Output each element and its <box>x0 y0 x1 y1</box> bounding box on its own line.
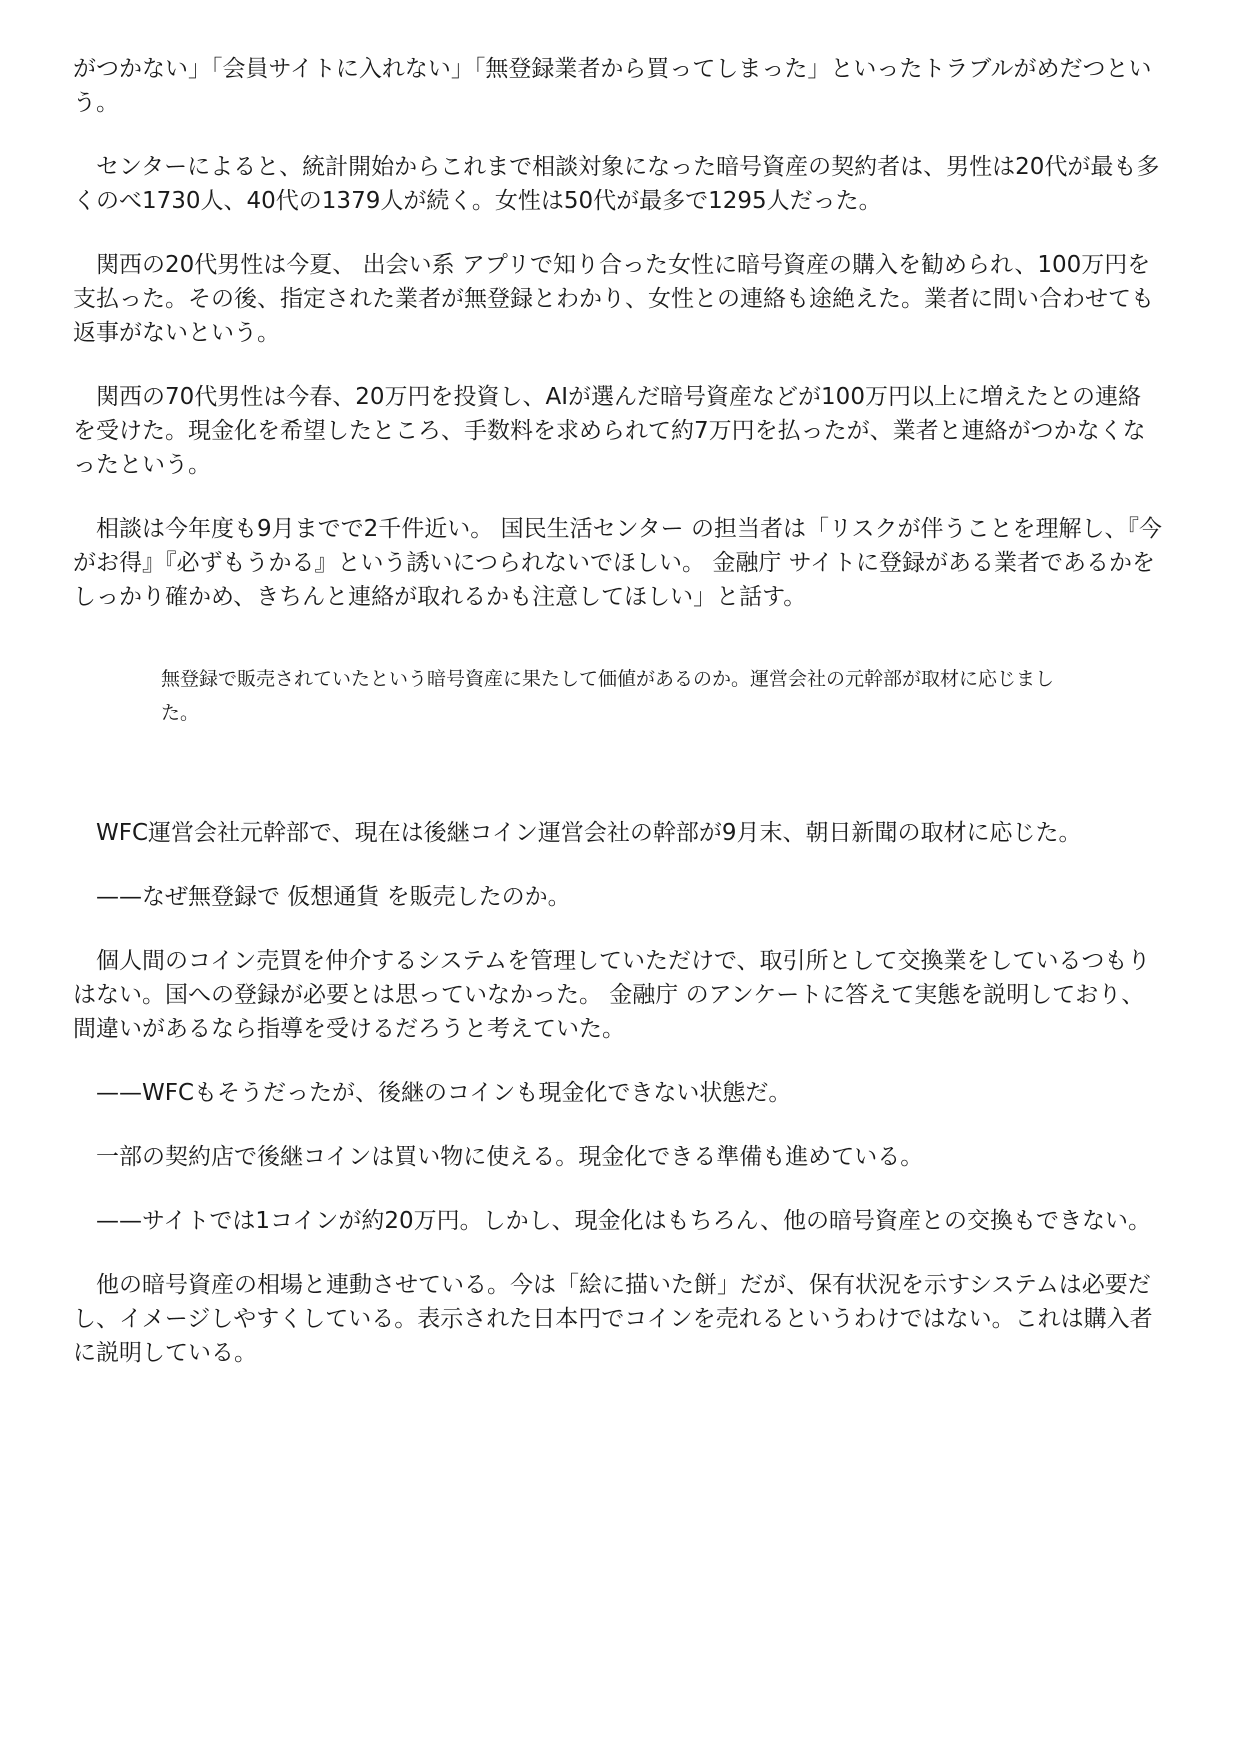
interview-answer: 個人間のコイン売買を仲介するシステムを管理していただけで、取引所として交換業をしているつもりはない。国への登録が必要とは思っていなかった。 金融庁 のアンケートに答えて実態を説明しており、間違いがあるなら指導を受けるだろうと考えていた。 <box>73 948 1151 1042</box>
paragraph-case-20s-male: 関西の20代男性は今夏、 出会い系 アプリで知り合った女性に暗号資産の購入を勧められ、100万円を支払った。その後、指定された業者が無登録とわかり、女性との連絡も途絶えた。業者に問い合わせても返事がないという。 <box>73 252 1154 346</box>
interview-answer: 一部の契約店で後継コインは買い物に使える。現金化できる準備も進めている。 <box>96 1144 924 1170</box>
interview-question: ——サイトでは1コインが約20万円。しかし、現金化はもちろん、他の暗号資産との交換もできない。 <box>96 1208 1151 1234</box>
paragraph-statistics: センターによると、統計開始からこれまで相談対象になった暗号資産の契約者は、男性は20代が最も多くのべ1730人、40代の1379人が続く。女性は50代が最多で1295人だった。 <box>73 154 1160 214</box>
spacer <box>73 730 1163 816</box>
interview-question: ——WFCもそうだったが、後継のコインも現金化できない状態だ。 <box>96 1080 792 1106</box>
interview-intro: WFC運営会社元幹部で、現在は後継コイン運営会社の幹部が9月末、朝日新聞の取材に応じた。 <box>96 820 1082 846</box>
article-body <box>73 52 1163 1400</box>
interview-question: ——なぜ無登録で 仮想通貨 を販売したのか。 <box>96 884 571 910</box>
section-caption: 無登録で販売されていたという暗号資産に果たして価値があるのか。運営会社の元幹部が取材に応じました。 <box>161 668 1055 724</box>
paragraph-troubles: がつかない」「会員サイトに入れない」「無登録業者から買ってしまった」といったトラブルがめだつという。 <box>73 56 1152 116</box>
paragraph-case-70s-male: 関西の70代男性は今春、20万円を投資し、AIが選んだ暗号資産などが100万円以上に増えたとの連絡を受けた。現金化を希望したところ、手数料を求められて約7万円を払ったが、業者と連絡がつかなくなったという。 <box>73 384 1146 478</box>
paragraph-center-advice: 相談は今年度も9月までで2千件近い。 国民生活センター の担当者は「リスクが伴うことを理解し、『今がお得』『必ずもうかる』という誘いにつられないでほしい。 金融庁 サイトに登録がある業者であるかをしっかり確かめ、きちんと連絡が取れるかも注意してほしい」と話す。 <box>73 516 1163 610</box>
interview-answer: 他の暗号資産の相場と連動させている。今は「絵に描いた餅」だが、保有状況を示すシステムは必要だし、イメージしやすくしている。表示された日本円でコインを売れるというわけではない。これは購入者に説明している。 <box>73 1272 1153 1366</box>
